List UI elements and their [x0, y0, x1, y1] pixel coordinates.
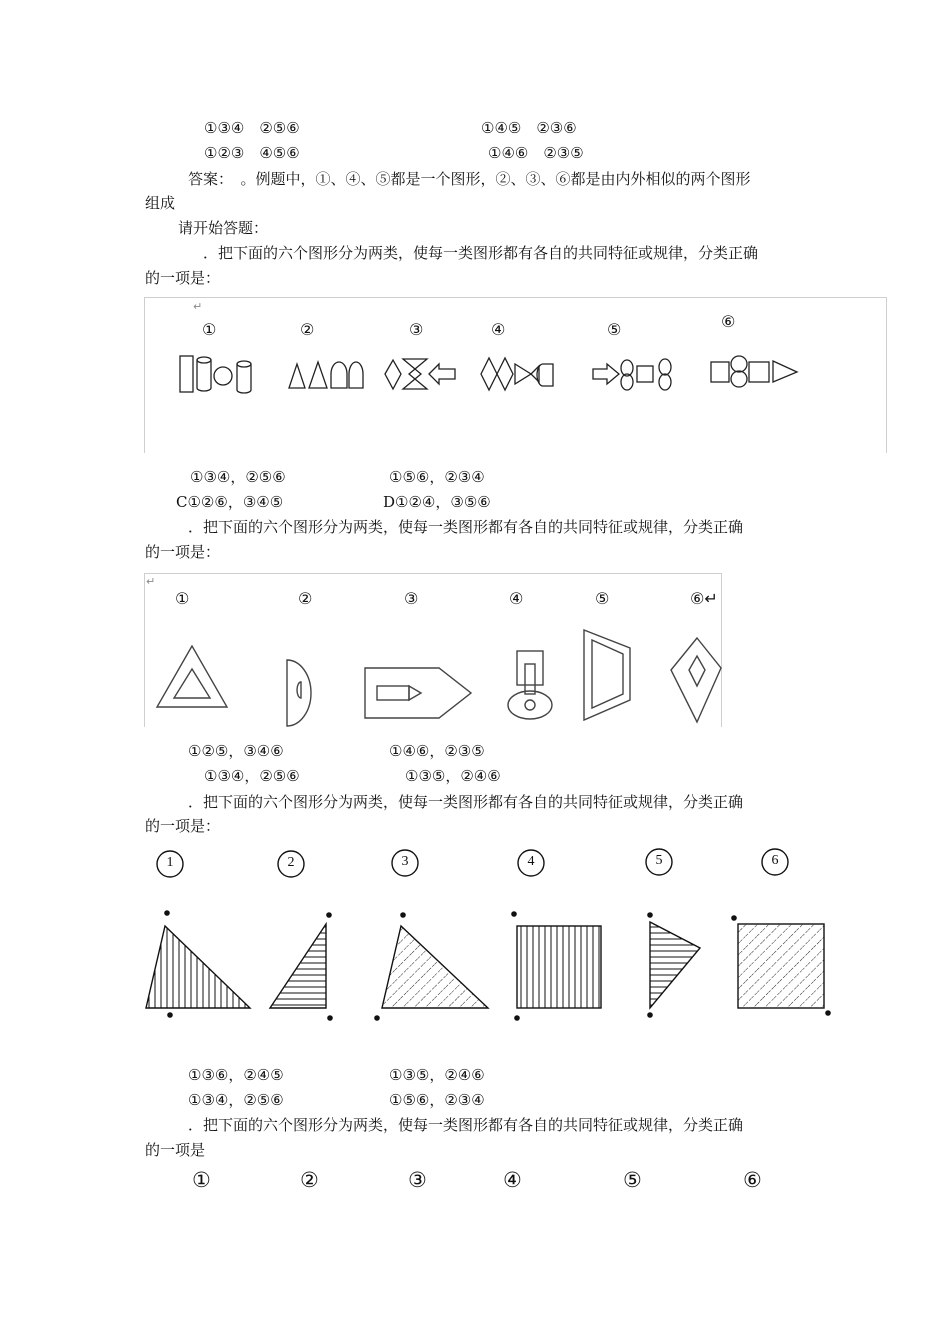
q1-f1-circle [214, 367, 232, 385]
q3-label-2: 2 [287, 855, 295, 870]
return-mark: ↵ [193, 300, 203, 313]
q2-label-3: ③ [404, 589, 419, 608]
q2-f2-half-disc [287, 660, 311, 726]
q1-f5-square [637, 366, 653, 382]
q3-label-4: 4 [527, 854, 535, 869]
q1-f4-diamond1 [481, 358, 497, 390]
q3-f2-hstripe-triangle [270, 924, 326, 1008]
q2-label-4: ④ [509, 589, 524, 608]
q3-dot [326, 912, 332, 918]
q3-option-b: ①③⑤，②④⑥ [389, 1066, 485, 1084]
q2-f3-outer-arrow [365, 668, 471, 718]
q1-f6-eight-top [731, 356, 747, 372]
q2-option-b: ①④⑥，②③⑤ [389, 742, 485, 760]
q3-f4-vstripe-square [517, 926, 601, 1008]
q1-label-1: ① [202, 320, 217, 339]
q3-dot [731, 915, 737, 921]
q2-option-d: ①③⑤，②④⑥ [405, 767, 501, 785]
q2-figure-panel [144, 573, 722, 727]
q1-f2-bullet2 [349, 362, 363, 388]
q2-option-a: ①②⑤，③④⑥ [188, 742, 284, 760]
intro-option-d: ①④⑥ ②③⑤ [488, 144, 584, 162]
q4-stem-cont: 的一项是 [145, 1141, 206, 1159]
q1-option-b: ①⑤⑥，②③④ [389, 468, 485, 486]
q3-f3-diag-triangle [382, 926, 488, 1008]
q1-option-c: C①②⑥，③④⑤ [176, 493, 284, 511]
q1-f1-cylinder2 [237, 361, 251, 393]
q2-stem: ．把下面的六个图形分为两类，使每一类图形都有各自的共同特征或规律，分类正确 [188, 518, 744, 536]
q1-f4-tri-left [515, 364, 531, 384]
q4-label-6: ⑥ [743, 1168, 762, 1192]
q1-f2-bullet [331, 362, 347, 388]
q3-figure-panel [140, 840, 840, 1030]
q4-label-4: ④ [503, 1168, 522, 1192]
q3-label-3: 3 [401, 854, 409, 869]
q2-f3-pencil-body [377, 686, 409, 700]
q2-option-c: ①③④，②⑤⑥ [204, 767, 300, 785]
q4-stem: ．把下面的六个图形分为两类，使每一类图形都有各自的共同特征或规律，分类正确 [188, 1116, 744, 1134]
q1-f5-eight2-top [659, 359, 671, 375]
q3-dot [327, 1015, 333, 1021]
q2-f4-hole [525, 700, 535, 710]
q2-f6-inner-kite [689, 656, 705, 686]
q1-f6-square1 [711, 362, 729, 382]
q3-option-d: ①⑤⑥，②③④ [389, 1091, 485, 1109]
q3-dot [374, 1015, 380, 1021]
q1-shapes [145, 298, 888, 454]
q1-f6-square2 [749, 362, 769, 382]
q1-f1-rect [180, 356, 193, 392]
q3-f5-hstripe-triangle [650, 922, 700, 1008]
q4-label-3: ③ [408, 1168, 427, 1192]
intro-option-c: ①②③ ④⑤⑥ [204, 144, 300, 162]
q2-shapes [145, 574, 723, 728]
q3-stem-cont: 的一项是： [145, 817, 221, 835]
q1-f4-diamond2 [497, 358, 513, 390]
q2-stem-cont: 的一项是： [145, 543, 221, 561]
q3-dot [825, 1010, 831, 1016]
answer-explanation: 答案： 。例题中，①、④、⑤都是一个图形，②、③、⑥都是由内外相似的两个图形 [188, 170, 751, 188]
q3-label-1: 1 [166, 855, 174, 870]
q1-stem: ．把下面的六个图形分为两类，使每一类图形都有各自的共同特征或规律，分类正确 [203, 244, 759, 262]
q4-label-2: ② [300, 1168, 319, 1192]
q1-f1-cylinder [197, 357, 211, 391]
q2-f1-inner-triangle [174, 669, 210, 698]
q2-label-5: ⑤ [595, 589, 610, 608]
q2-label-2: ② [298, 589, 313, 608]
q1-f3-hourglass [403, 359, 427, 389]
q1-f3-arrow [429, 364, 455, 384]
q1-f5-arrow [593, 364, 619, 384]
q3-label-5: 5 [655, 853, 663, 868]
q2-label-6: ⑥↵ [690, 589, 718, 608]
q2-f6-outer-kite [671, 638, 721, 722]
q1-figure-panel [144, 297, 887, 453]
q3-option-c: ①③④，②⑤⑥ [188, 1091, 284, 1109]
q1-option-a: ①③④，②⑤⑥ [190, 468, 286, 486]
intro-option-b: ①④⑤ ②③⑥ [481, 119, 577, 137]
q4-label-1: ① [192, 1168, 211, 1192]
q3-f6-diag-square [738, 924, 824, 1008]
q1-stem-cont: 的一项是： [145, 269, 221, 287]
q1-f2-triangle2 [309, 362, 327, 388]
q3-dot [400, 912, 406, 918]
q3-dot [167, 1012, 173, 1018]
q3-shapes [140, 840, 840, 1030]
q2-f4-stem [525, 664, 535, 694]
q3-dot [647, 1012, 653, 1018]
q3-dot [647, 912, 653, 918]
q3-stem: ．把下面的六个图形分为两类，使每一类图形都有各自的共同特征或规律，分类正确 [188, 793, 744, 811]
q3-dot [514, 1015, 520, 1021]
q2-f4-bulb [508, 691, 552, 719]
answer-explanation-cont: 组成 [145, 194, 176, 212]
q1-f6-triangle [773, 361, 797, 382]
q3-dot [511, 911, 517, 917]
q1-f3-diamond [385, 360, 401, 389]
q1-f6-eight-bottom [731, 371, 747, 387]
start-prompt: 请开始答题： [178, 219, 269, 237]
q1-f5-eight2-bottom [659, 374, 671, 390]
q1-label-2: ② [300, 320, 315, 339]
q1-label-3: ③ [409, 320, 424, 339]
q4-label-5: ⑤ [623, 1168, 642, 1192]
q1-option-d: D①②④，③⑤⑥ [383, 493, 491, 511]
q3-option-a: ①③⑥，②④⑤ [188, 1066, 284, 1084]
q2-f4-top-rect [517, 651, 543, 685]
q2-f3-pencil-tip [409, 686, 421, 700]
q3-f1-vstripe-triangle [146, 926, 250, 1008]
q1-label-6: ⑥ [721, 312, 736, 331]
intro-option-a: ①③④ ②⑤⑥ [204, 119, 300, 137]
q2-f5-inner-trapezoid [592, 640, 623, 708]
q3-label-6: 6 [771, 853, 779, 868]
q1-label-5: ⑤ [607, 320, 622, 339]
return-mark: ↵ [146, 575, 156, 588]
q1-label-4: ④ [491, 320, 506, 339]
q2-label-1: ① [175, 589, 190, 608]
q2-f2-small-half [297, 682, 301, 698]
q3-dot [164, 910, 170, 916]
q1-f2-triangle1 [289, 364, 305, 388]
